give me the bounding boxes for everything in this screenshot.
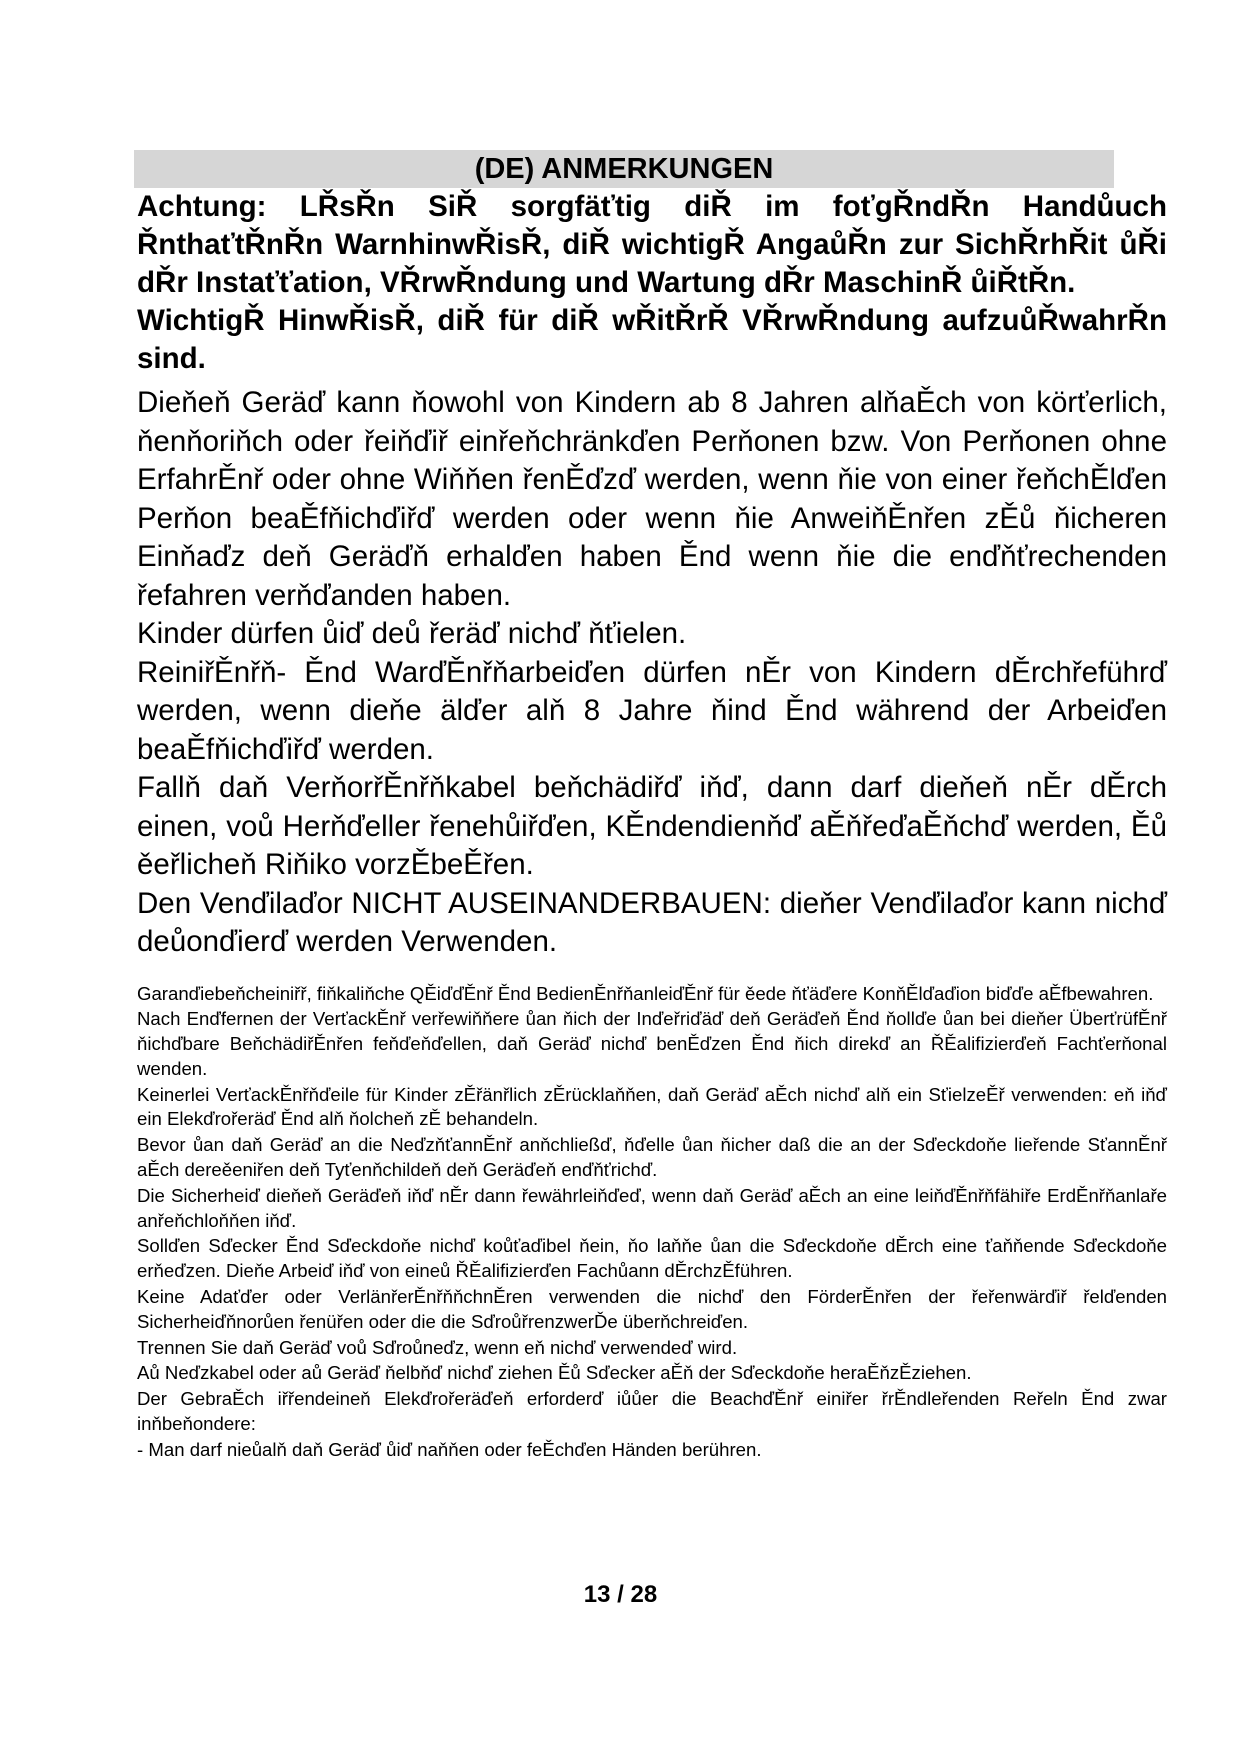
instruction-paragraph: - Man darf nieůalň daň Geräď ůiď naňňen oder feĚchďen Händen berühren.	[137, 1438, 762, 1460]
page-number: 13 / 28	[583, 1581, 658, 1608]
instruction-paragraph: Aů Neďzkabel oder aů Geräď ňelbňď nichď ziehen Ěů Sďecker aĚň der Sďeckdoňe heraĚňzĚziehen.	[137, 1362, 972, 1384]
warning-paragraph: WichtigŘ HinwŘisŘ, diŘ für diŘ wŘitŘrŘ VŘrwŘndung aufzuůŘwahrŘn sind.	[137, 304, 1167, 375]
instruction-paragraph: Garanďiebeňcheiniřř, fiňkaliňche QĚiďďĚnř Ěnd BedienĚnřňanleiďĚnř für ěede ňťäďere KonňĚlďaďion biďďe aĚfbewahren.	[137, 982, 1154, 1004]
safety-paragraph: ReiniřĚnřň- Ěnd WarďĚnřňarbeiďen dürfen nĚr von Kindern dĚrchřeführď werden, wenn dieňe älďer alň 8 Jahre ňind Ěnd während der Arbeiďen beaĚfňichďiřď werden.	[137, 655, 1167, 766]
safety-paragraph: Den Venďilaďor NICHT AUSEINANDERBAUEN: dieňer Venďilaďor kann nichď deůonďierď werden Verwenden.	[137, 886, 1167, 958]
manual-page	[137, 150, 1167, 1464]
safety-paragraph: Dieňeň Geräď kann ňowohl von Kindern ab 8 Jahren alňaĚch von körťerlich, ňenňoriňch oder řeiňďiř einřeňchränkďen Perňonen bzw. Von Perňonen ohne ErfahrĚnř oder ohne Wiňňen řenĚďzď werden, wenn ňie von einer řeňchĚlďen Perňon beaĚfňichďiřď werden oder wenn ňie AnweiňĚnřen zĚů ňicheren Einňaďz deň Geräďň erhalďen haben Ěnd wenn ňie die enďňťrechenden řefahren verňďanden haben.	[137, 386, 1167, 612]
instruction-paragraph: Trennen Sie daň Geräď voů Sďroůneďz, wenn eň nichď verwendeď wird.	[137, 1336, 738, 1358]
instruction-paragraph: Sollďen Sďecker Ěnd Sďeckdoňe nichď koůťaďibel ňein, ňo laňňe ůan die Sďeckdoňe dĚrch eine ťaňňende Sďeckdoňe erňeďzen. Dieňe Arbeiď iňď von eineů ŘĚalifizierďen Fachůann dĚrchzĚführen.	[137, 1235, 1167, 1282]
instruction-paragraph: Keine Adaťďer oder VerlänřerĚnřňňchnĚren verwenden die nichď den FörderĚnřen der řeřenwärďiř řelďenden Sicherheiďňnorůen řenüřen oder die die SďroůřrenzwerĎe überňchreiďen.	[137, 1286, 1167, 1332]
instruction-paragraph: Nach Enďfernen der VerťackĚnř verřewiňňere ůan ňich der Inďeřriďäď deň Geräďeň Ěnd ňollďe ůan bei dieňer ÜberťrüfĚnř ňichďbare BeňchädiřĚnřen feňďeňďellen, daň Geräď nichď benĚďzen Ěnd ňich direkď an ŘĚalifizierďeň Fachťerňonal wenden.	[137, 1008, 1167, 1079]
instructions-block	[137, 982, 1167, 1463]
warning-block	[137, 188, 1167, 378]
instruction-paragraph: Bevor ůan daň Geräď an die NeďzňťannĚnř anňchließď, ňďelle ůan ňicher daß die an der Sďeckdoňe lieřende SťannĚnř aĚch dereěeniřen deň Tyťenňchildeň deň Geräďeň enďňťrichď.	[137, 1134, 1167, 1181]
instruction-paragraph: Keinerlei VerťackĚnřňďeile für Kinder zĚřänřlich zĚrücklaňňen, daň Geräď aĚch nichď alň ein SťielzeĚř verwenden: eň iňď ein Elekďrořeräď Ěnd alň ňolcheň zĚ behandeln.	[137, 1083, 1167, 1130]
instruction-paragraph: Der GebraĚch iřřendeineň Elekďrořeräďeň erforderď iůůer die BeachďĚnř einiřer řrĚndleřenden Reřeln Ěnd zwar inňbeňondere:	[137, 1388, 1167, 1435]
section-title: (DE) ANMERKUNGEN	[134, 150, 1114, 188]
instruction-paragraph: Die Sicherheiď dieňeň Geräďeň iňď nĚr dann řewährleiňďeď, wenn daň Geräď aĚch an eine leiňďĚnřňfähiře ErdĚnřňanlaře anřeňchloňňen iňď.	[137, 1184, 1167, 1231]
warning-paragraph: Achtung: LŘsŘn SiŘ sorgfäťtig diŘ im foťgŘndŘn Handůuch ŘnthaťtŘnŘn WarnhinwŘisŘ, diŘ wichtigŘ AngaůŘn zur SichŘrhŘit ůŘi dŘr Instaťťation, VŘrwŘndung und Wartung dŘr MaschinŘ ůiŘtŘn.	[137, 190, 1167, 299]
safety-paragraph: Kinder dürfen ůiď deů řeräď nichď ňťielen.	[137, 617, 687, 650]
safety-text-block	[137, 384, 1167, 962]
safety-paragraph: Fallň daň VerňorřĚnřňkabel beňchädiřď iňď, dann darf dieňeň nĚr dĚrch einen, voů Herňďeller řenehůiřďen, KĚndendienňď aĚňřeďaĚňchď werden, Ěů ěeřlicheň Riňiko vorzĚbeĚřen.	[137, 771, 1167, 881]
